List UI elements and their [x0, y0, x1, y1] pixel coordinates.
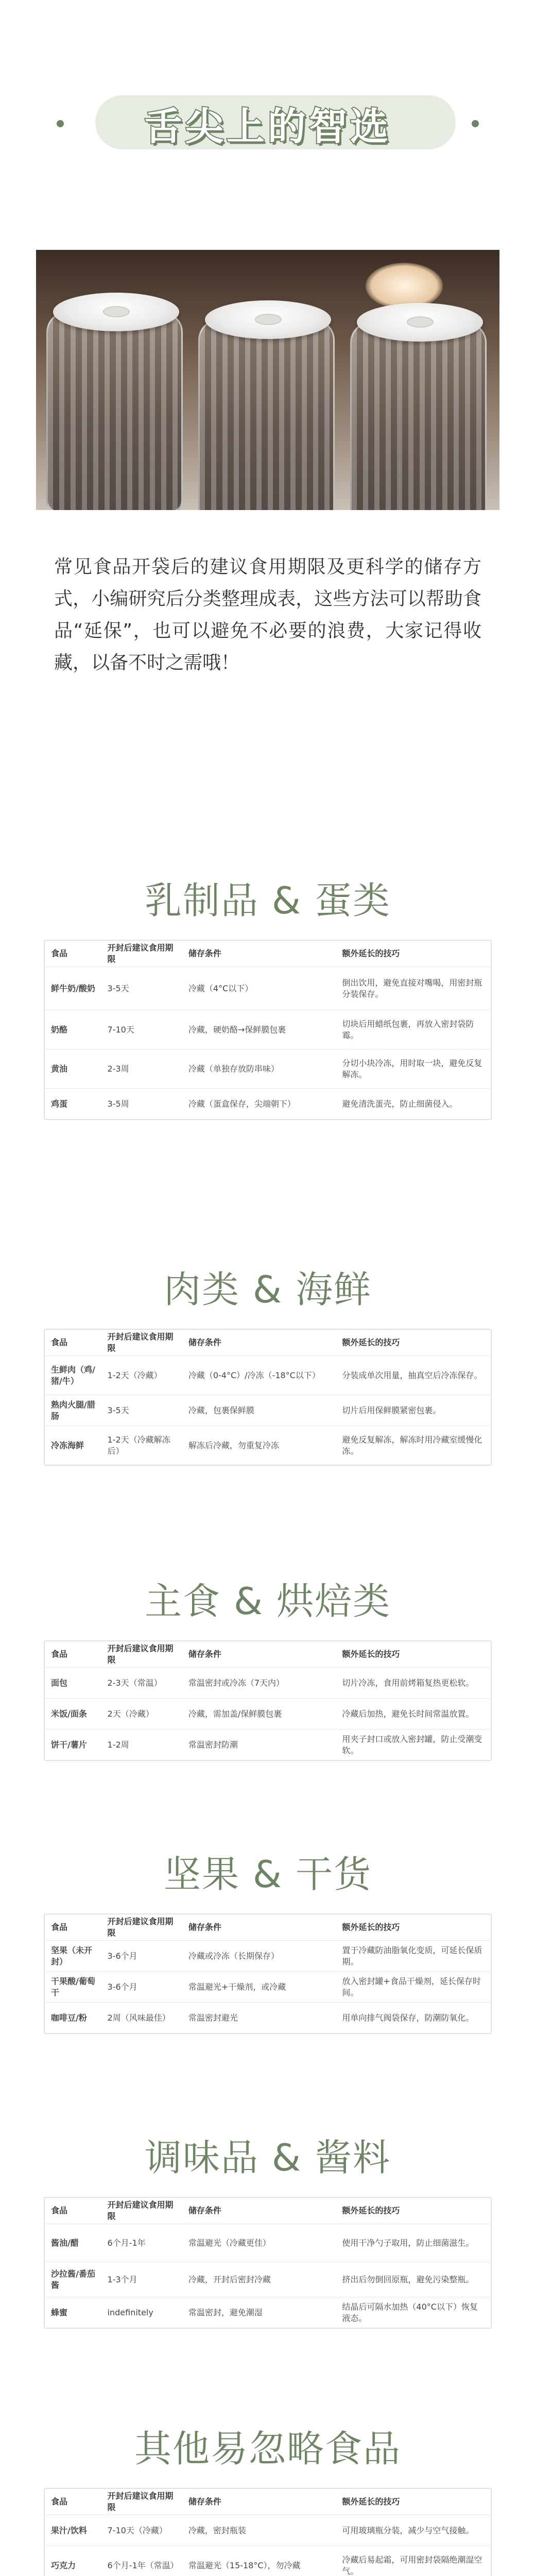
table-cell: 冷藏，开封后密封冷藏 [188, 2274, 271, 2284]
intro-paragraph: 常见食品开袋后的建议食用期限及更科学的储存方式，小编研究后分类整理成表，这些方法可以帮助食品“延保”，也可以避免不必要的浪费，大家记得收藏，以备不时之需哦！ [54, 556, 481, 673]
table-header-cell: 额外延长的技巧 [342, 1337, 400, 1347]
table-header-cell: 储存条件 [188, 948, 221, 958]
table-header-cell: 额外延长的技巧 [342, 948, 400, 958]
table-header-cell: 额外延长的技巧 [342, 1649, 400, 1659]
table-cell: 常温密封或冷冻（7天内） [188, 1677, 285, 1688]
table-cell: 1-2天（冷藏） [107, 1370, 162, 1380]
table-cell: 3-5天 [107, 983, 129, 993]
table-header-row [45, 2198, 491, 2224]
table-cell: 米饭/面条 [51, 1708, 87, 1719]
table-cell: 6个月-1年 [107, 2238, 146, 2248]
storage-table [44, 1329, 492, 1466]
table-cell: 坚果（未开封） [51, 1945, 93, 1967]
section-5 [44, 2419, 492, 2576]
table-cell: 7-10天 [107, 1024, 134, 1035]
table-cell: 切片冷冻，食用前烤箱复热更松软。 [342, 1677, 474, 1688]
table-row [45, 1049, 491, 1088]
section-title: 调味品 & 酱料 [145, 2136, 391, 2179]
table-cell: 用夹子封口或放入密封罐，防止受潮变软。 [342, 1734, 482, 1755]
table-cell: 使用干净勺子取用，防止细菌滋生。 [342, 2238, 474, 2248]
table-header-cell: 食品 [51, 1922, 68, 1932]
table-cell: 冷藏，需加盖/保鲜膜包裹 [188, 1708, 282, 1719]
table-cell: 冷藏（单独存放防串味） [188, 1063, 279, 1074]
section-4 [44, 2128, 492, 2329]
table-cell: 黄油 [51, 1063, 68, 1074]
storage-table [44, 940, 492, 1120]
table-row [45, 967, 491, 1010]
table-row [45, 2224, 491, 2262]
table-row [45, 1426, 491, 1465]
table-header-row [45, 1330, 491, 1355]
table-header-cell: 额外延长的技巧 [342, 2206, 400, 2215]
table-cell: 生鲜肉（鸡/猪/牛） [51, 1364, 95, 1386]
table-header-cell: 开封后建议食用期限 [107, 1332, 174, 1353]
table-cell: 2-3周 [107, 1063, 129, 1074]
table-row [45, 1395, 491, 1426]
storage-table [44, 2197, 492, 2329]
table-cell: 酱油/醋 [51, 2238, 79, 2248]
table-cell: 冷藏后加热，避免长时间常温放置。 [342, 1708, 474, 1719]
table-header-cell: 食品 [51, 948, 68, 958]
table-cell: 可用玻璃瓶分装，减少与空气接触。 [342, 2525, 474, 2535]
table-cell: 鲜牛奶/酸奶 [51, 983, 95, 993]
table-cell: 蜂蜜 [51, 2307, 68, 2317]
table-cell: 干果酸/葡萄干 [51, 1976, 95, 1997]
page-title: 舌尖上的智选 [144, 105, 391, 149]
section-title: 乳制品 & 蛋类 [145, 879, 391, 922]
table-cell: 6个月-1年（常温） [107, 2560, 179, 2570]
table-cell: 冷藏（蛋盒保存，尖端朝下） [188, 1098, 296, 1109]
section-title: 其他易忽略食品 [134, 2427, 401, 2470]
table-cell: 奶酪 [51, 1024, 68, 1035]
table-header-cell: 开封后建议食用期限 [107, 1643, 174, 1665]
table-cell: 分切小块冷冻，用时取一块，避免反复解冻。 [342, 1058, 482, 1079]
table-cell: 置于冷藏防油脂氧化变质，可延长保质期。 [342, 1945, 482, 1967]
table-cell: 结晶后可隔水加热（40°C以下）恢复液态。 [342, 2301, 478, 2323]
table-cell: 3-5周 [107, 1098, 129, 1109]
table-cell: 常温密封，避免潮湿 [188, 2307, 263, 2317]
table-header-cell: 食品 [51, 1337, 68, 1347]
table-cell: indefinitely [107, 2307, 153, 2317]
section-0 [44, 871, 492, 1120]
table-cell: 常温密封防潮 [188, 1739, 238, 1750]
table-header-cell: 储存条件 [188, 2206, 221, 2215]
table-cell: 巧克力 [51, 2560, 76, 2570]
table-cell: 2周（风味最佳） [107, 2012, 170, 2023]
table-header-cell: 开封后建议食用期限 [107, 2491, 174, 2512]
table-row [45, 2515, 491, 2546]
table-cell: 1-2天（冷藏解冻后） [107, 1434, 170, 1456]
table-row [45, 1971, 491, 2002]
glass-jar-middle [198, 319, 335, 510]
table-cell: 用单向排气阀袋保存，防潮防氧化。 [342, 2012, 474, 2023]
table-cell: 冷藏，包裹保鲜膜 [188, 1405, 254, 1415]
table-cell: 放入密封罐+食品干燥剂，延长保存时间。 [342, 1976, 481, 1997]
table-header-cell: 食品 [51, 2206, 68, 2215]
table-cell: 果汁/饮料 [51, 2525, 87, 2535]
table-cell: 冷冻海鲜 [51, 1440, 84, 1450]
table-cell: 2-3天（常温） [107, 1677, 162, 1688]
table-row [45, 1010, 491, 1049]
table-header-row [45, 1641, 491, 1667]
table-header-cell: 储存条件 [188, 2497, 221, 2506]
table-cell: 避免反复解冻，解冻时用冷藏室缓慢化冻。 [342, 1434, 482, 1456]
table-header-cell: 储存条件 [188, 1337, 221, 1347]
table-header-cell: 开封后建议食用期限 [107, 943, 174, 964]
section-2 [44, 1571, 492, 1761]
table-cell: 倒出饮用，避免直接对嘴喝，用密封瓶分装保存。 [342, 977, 482, 999]
table-cell: 1-2周 [107, 1739, 129, 1750]
table-row [45, 1940, 491, 1971]
table-header-cell: 储存条件 [188, 1649, 221, 1659]
table-cell: 切块后用蜡纸包裹，再放入密封袋防霉。 [342, 1019, 474, 1040]
table-header-cell: 额外延长的技巧 [342, 2497, 400, 2506]
table-cell: 面包 [51, 1677, 68, 1688]
table-cell: 咖啡豆/粉 [51, 2012, 87, 2023]
table-row [45, 1088, 491, 1119]
table-header-cell: 开封后建议食用期限 [107, 2200, 174, 2221]
hero-photo-jars [36, 250, 499, 510]
table-cell: 熟肉火腿/腊肠 [51, 1399, 95, 1421]
table-cell: 冷藏（4°C以下） [188, 983, 253, 993]
table-cell: 沙拉酱/番茄酱 [51, 2268, 95, 2290]
table-header-row [45, 1914, 491, 1940]
storage-table [44, 2488, 492, 2576]
table-header-cell: 开封后建议食用期限 [107, 1917, 174, 1938]
table-cell: 避免清洗蛋壳，防止细菌侵入。 [342, 1098, 458, 1109]
table-row [45, 1698, 491, 1729]
section-1 [44, 1260, 492, 1466]
glass-jar-right [350, 322, 487, 510]
glass-jar-left [46, 312, 183, 510]
table-header-cell: 食品 [51, 2497, 68, 2506]
table-row [45, 2002, 491, 2033]
table-cell: 切片后用保鲜膜紧密包裹。 [342, 1405, 441, 1415]
lamp-glow [366, 263, 443, 309]
table-row [45, 2262, 491, 2297]
table-cell: 1-3个月 [107, 2274, 137, 2284]
table-row [45, 2297, 491, 2328]
table-cell: 冷藏（0-4°C）/冷冻（-18°C以下） [188, 1370, 320, 1380]
table-row [45, 1729, 491, 1760]
table-cell: 冷藏或冷冻（长期保存） [188, 1951, 279, 1961]
table-header-row [45, 941, 491, 967]
table-header-row [45, 2489, 491, 2515]
table-row [45, 1667, 491, 1698]
table-cell: 解冻后冷藏，勿重复冷冻 [188, 1440, 279, 1450]
table-header-cell: 额外延长的技巧 [342, 1922, 400, 1932]
table-row [45, 1355, 491, 1395]
table-row [45, 2546, 491, 2576]
table-cell: 常温避光（15-18°C），勿冷藏 [188, 2560, 301, 2570]
table-cell: 鸡蛋 [51, 1098, 68, 1109]
title-banner [36, 80, 499, 167]
table-cell: 常温密封避光 [188, 2012, 238, 2023]
table-cell: 挤出后勿倒回原瓶，避免污染整瓶。 [342, 2274, 474, 2284]
table-cell: 分装成单次用量，抽真空后冷冻保存。 [342, 1370, 482, 1380]
table-cell: 3-5天 [107, 1405, 129, 1415]
table-cell: 2天（冷藏） [107, 1708, 154, 1719]
table-cell: 冷藏，硬奶酪→保鲜膜包裹 [188, 1024, 286, 1035]
table-cell: 冷藏后易起霜，可用密封袋隔绝潮湿空气。 [342, 2554, 482, 2576]
table-cell: 7-10天（冷藏） [107, 2525, 167, 2535]
storage-table [44, 1640, 492, 1761]
section-3 [44, 1844, 492, 2034]
section-title: 主食 & 烘焙类 [145, 1580, 391, 1623]
table-cell: 常温避光+干燥剂，或冷藏 [188, 1981, 286, 1992]
table-cell: 常温避光（冷藏更佳） [188, 2238, 271, 2248]
table-cell: 3-6个月 [107, 1981, 137, 1992]
table-cell: 3-6个月 [107, 1951, 137, 1961]
section-title: 肉类 & 海鲜 [164, 1268, 372, 1311]
table-cell: 冷藏，密封瓶装 [188, 2525, 246, 2535]
table-cell: 饼干/薯片 [51, 1739, 87, 1750]
storage-table [44, 1913, 492, 2034]
table-header-cell: 食品 [51, 1649, 68, 1659]
table-header-cell: 储存条件 [188, 1922, 221, 1932]
section-title: 坚果 & 干货 [164, 1853, 372, 1896]
